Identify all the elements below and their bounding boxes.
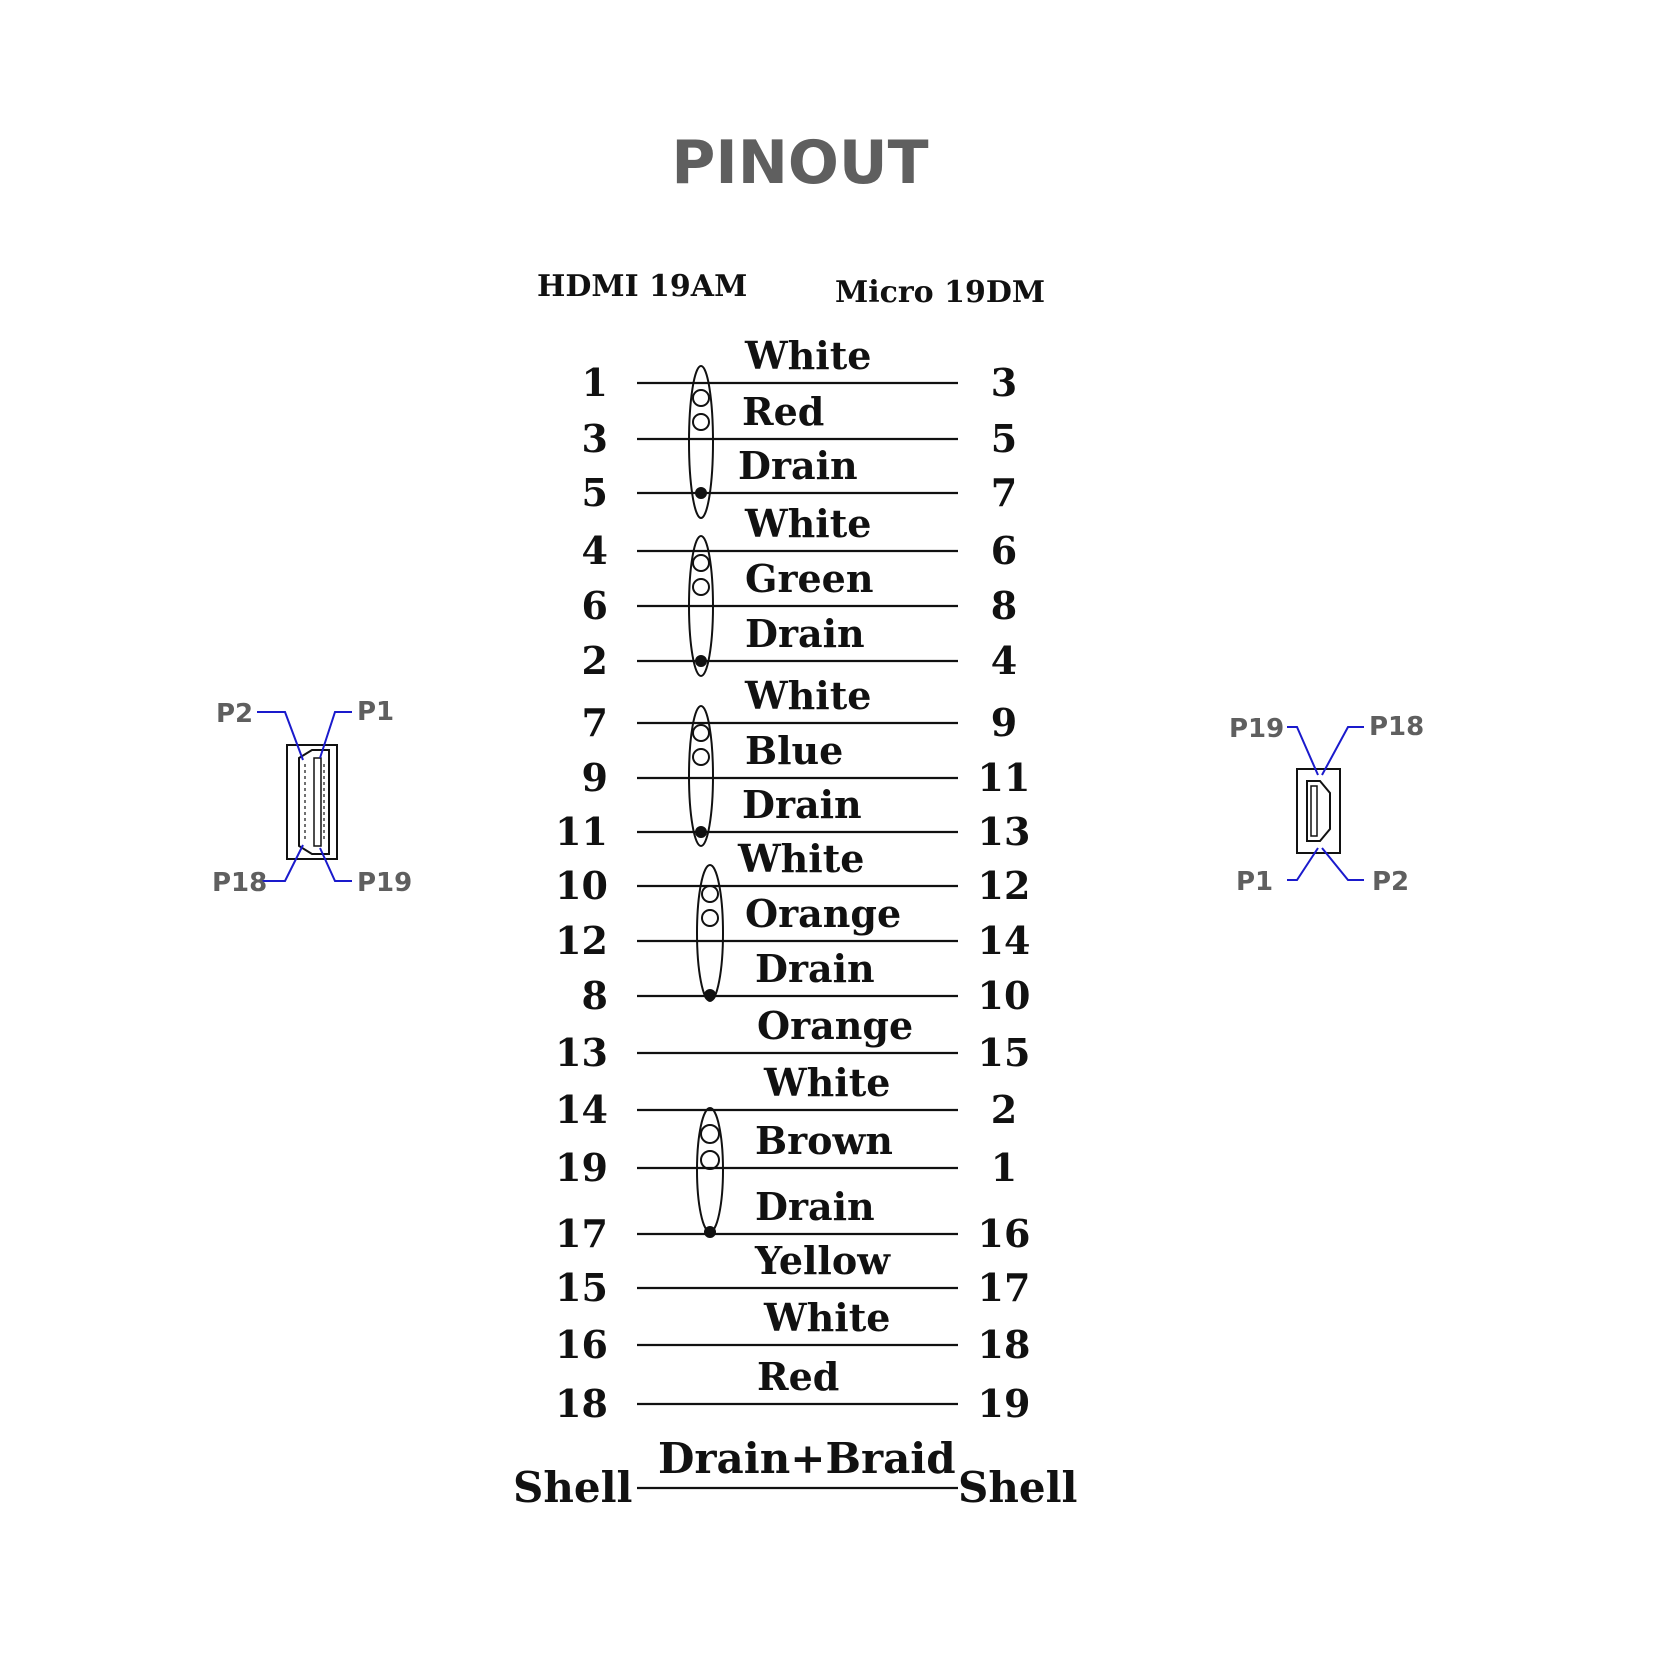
wire-color-label: Brown [755, 1118, 893, 1163]
micro-pin-number: 13 [977, 809, 1031, 854]
micro-pin-number: 11 [977, 755, 1031, 800]
hdmi-pin-number: 3 [581, 416, 608, 461]
hdmi-pin-number: 2 [581, 638, 608, 683]
pair-loop-red [689, 366, 713, 518]
page-title: PINOUT [671, 128, 929, 198]
hdmi-pin-number: 16 [555, 1322, 608, 1367]
wire-color-label: White [738, 836, 865, 881]
hdmi-pin-number: 4 [581, 528, 608, 573]
wire-color-label: Drain [755, 1184, 875, 1229]
hdmi-pin-p19: P19 [357, 868, 413, 898]
wire-rows [555, 333, 1030, 1426]
shell-drain-label: Drain+Braid [658, 1434, 956, 1483]
hdmi-pin-number: 18 [555, 1381, 608, 1426]
micro-pin-number: 7 [990, 470, 1018, 515]
micro-pin-number: 16 [977, 1211, 1031, 1256]
wire-color-label: White [745, 501, 872, 546]
pair-loop-blue [689, 706, 713, 846]
hdmi-pin-p1: P1 [357, 697, 395, 727]
hdmi-pin-number: 12 [555, 918, 608, 963]
micro-pin-number: 9 [990, 700, 1018, 745]
hdmi-pin-p18: P18 [212, 868, 268, 898]
micro-pin-number: 6 [990, 528, 1018, 573]
wire-color-label: Drain [745, 611, 865, 656]
hdmi-connector-icon [257, 712, 352, 881]
pair-loops [689, 366, 723, 1237]
micro-pin-number: 15 [977, 1030, 1031, 1075]
hdmi-pin-number: 13 [555, 1030, 608, 1075]
micro-pin-number: 12 [977, 863, 1031, 908]
micro-hdmi-connector-icon [1287, 727, 1364, 880]
hdmi-pin-number: 15 [555, 1265, 608, 1310]
wire-color-label: Drain [738, 443, 858, 488]
hdmi-header: HDMI 19AM [537, 269, 748, 304]
hdmi-pin-p2: P2 [216, 699, 254, 729]
wire-color-label: Blue [745, 728, 844, 773]
micro-pin-p1: P1 [1236, 867, 1274, 897]
micro-pin-number: 2 [990, 1087, 1018, 1132]
shell-right: Shell [958, 1463, 1078, 1512]
micro-pin-number: 4 [990, 638, 1018, 683]
micro-pin-number: 1 [990, 1145, 1018, 1190]
wire-color-label: Green [745, 556, 874, 601]
shell-left: Shell [513, 1463, 633, 1512]
micro-pin-number: 3 [990, 360, 1018, 405]
wire-color-label: White [745, 673, 872, 718]
hdmi-pin-number: 10 [555, 863, 608, 908]
micro-pin-p18: P18 [1369, 712, 1425, 742]
wire-color-label: Yellow [755, 1238, 890, 1283]
micro-pin-number: 10 [977, 973, 1031, 1018]
hdmi-pin-number: 17 [555, 1211, 608, 1256]
wire-color-label: Red [757, 1354, 840, 1399]
micro-pin-number: 14 [977, 918, 1031, 963]
micro-pin-number: 5 [990, 416, 1018, 461]
wire-color-label: Orange [745, 891, 902, 936]
micro-pin-number: 17 [977, 1265, 1031, 1310]
hdmi-pin-number: 7 [581, 700, 608, 745]
micro-pin-number: 18 [977, 1322, 1031, 1367]
hdmi-pin-number: 8 [581, 973, 608, 1018]
micro-pin-number: 19 [977, 1381, 1031, 1426]
hdmi-pin-number: 6 [581, 583, 608, 628]
micro-pin-p19: P19 [1229, 714, 1285, 744]
micro-header: Micro 19DM [835, 275, 1046, 310]
hdmi-pin-number: 5 [581, 470, 608, 515]
wire-color-label: White [764, 1295, 891, 1340]
hdmi-pin-number: 1 [581, 360, 608, 405]
wire-color-label: Red [742, 389, 825, 434]
micro-pin-p2: P2 [1372, 867, 1410, 897]
wire-color-label: Drain [755, 946, 875, 991]
pair-loop-brown [697, 1108, 723, 1237]
pair-loop-orange [697, 865, 723, 1001]
hdmi-pin-number: 11 [555, 809, 608, 854]
wire-color-label: White [764, 1060, 891, 1105]
wire-color-label: Orange [757, 1003, 914, 1048]
micro-pin-number: 8 [990, 583, 1018, 628]
hdmi-pin-number: 9 [581, 755, 608, 800]
wire-color-label: Drain [742, 782, 862, 827]
hdmi-pin-number: 19 [555, 1145, 608, 1190]
hdmi-pin-number: 14 [555, 1087, 608, 1132]
wire-color-label: White [745, 333, 872, 378]
